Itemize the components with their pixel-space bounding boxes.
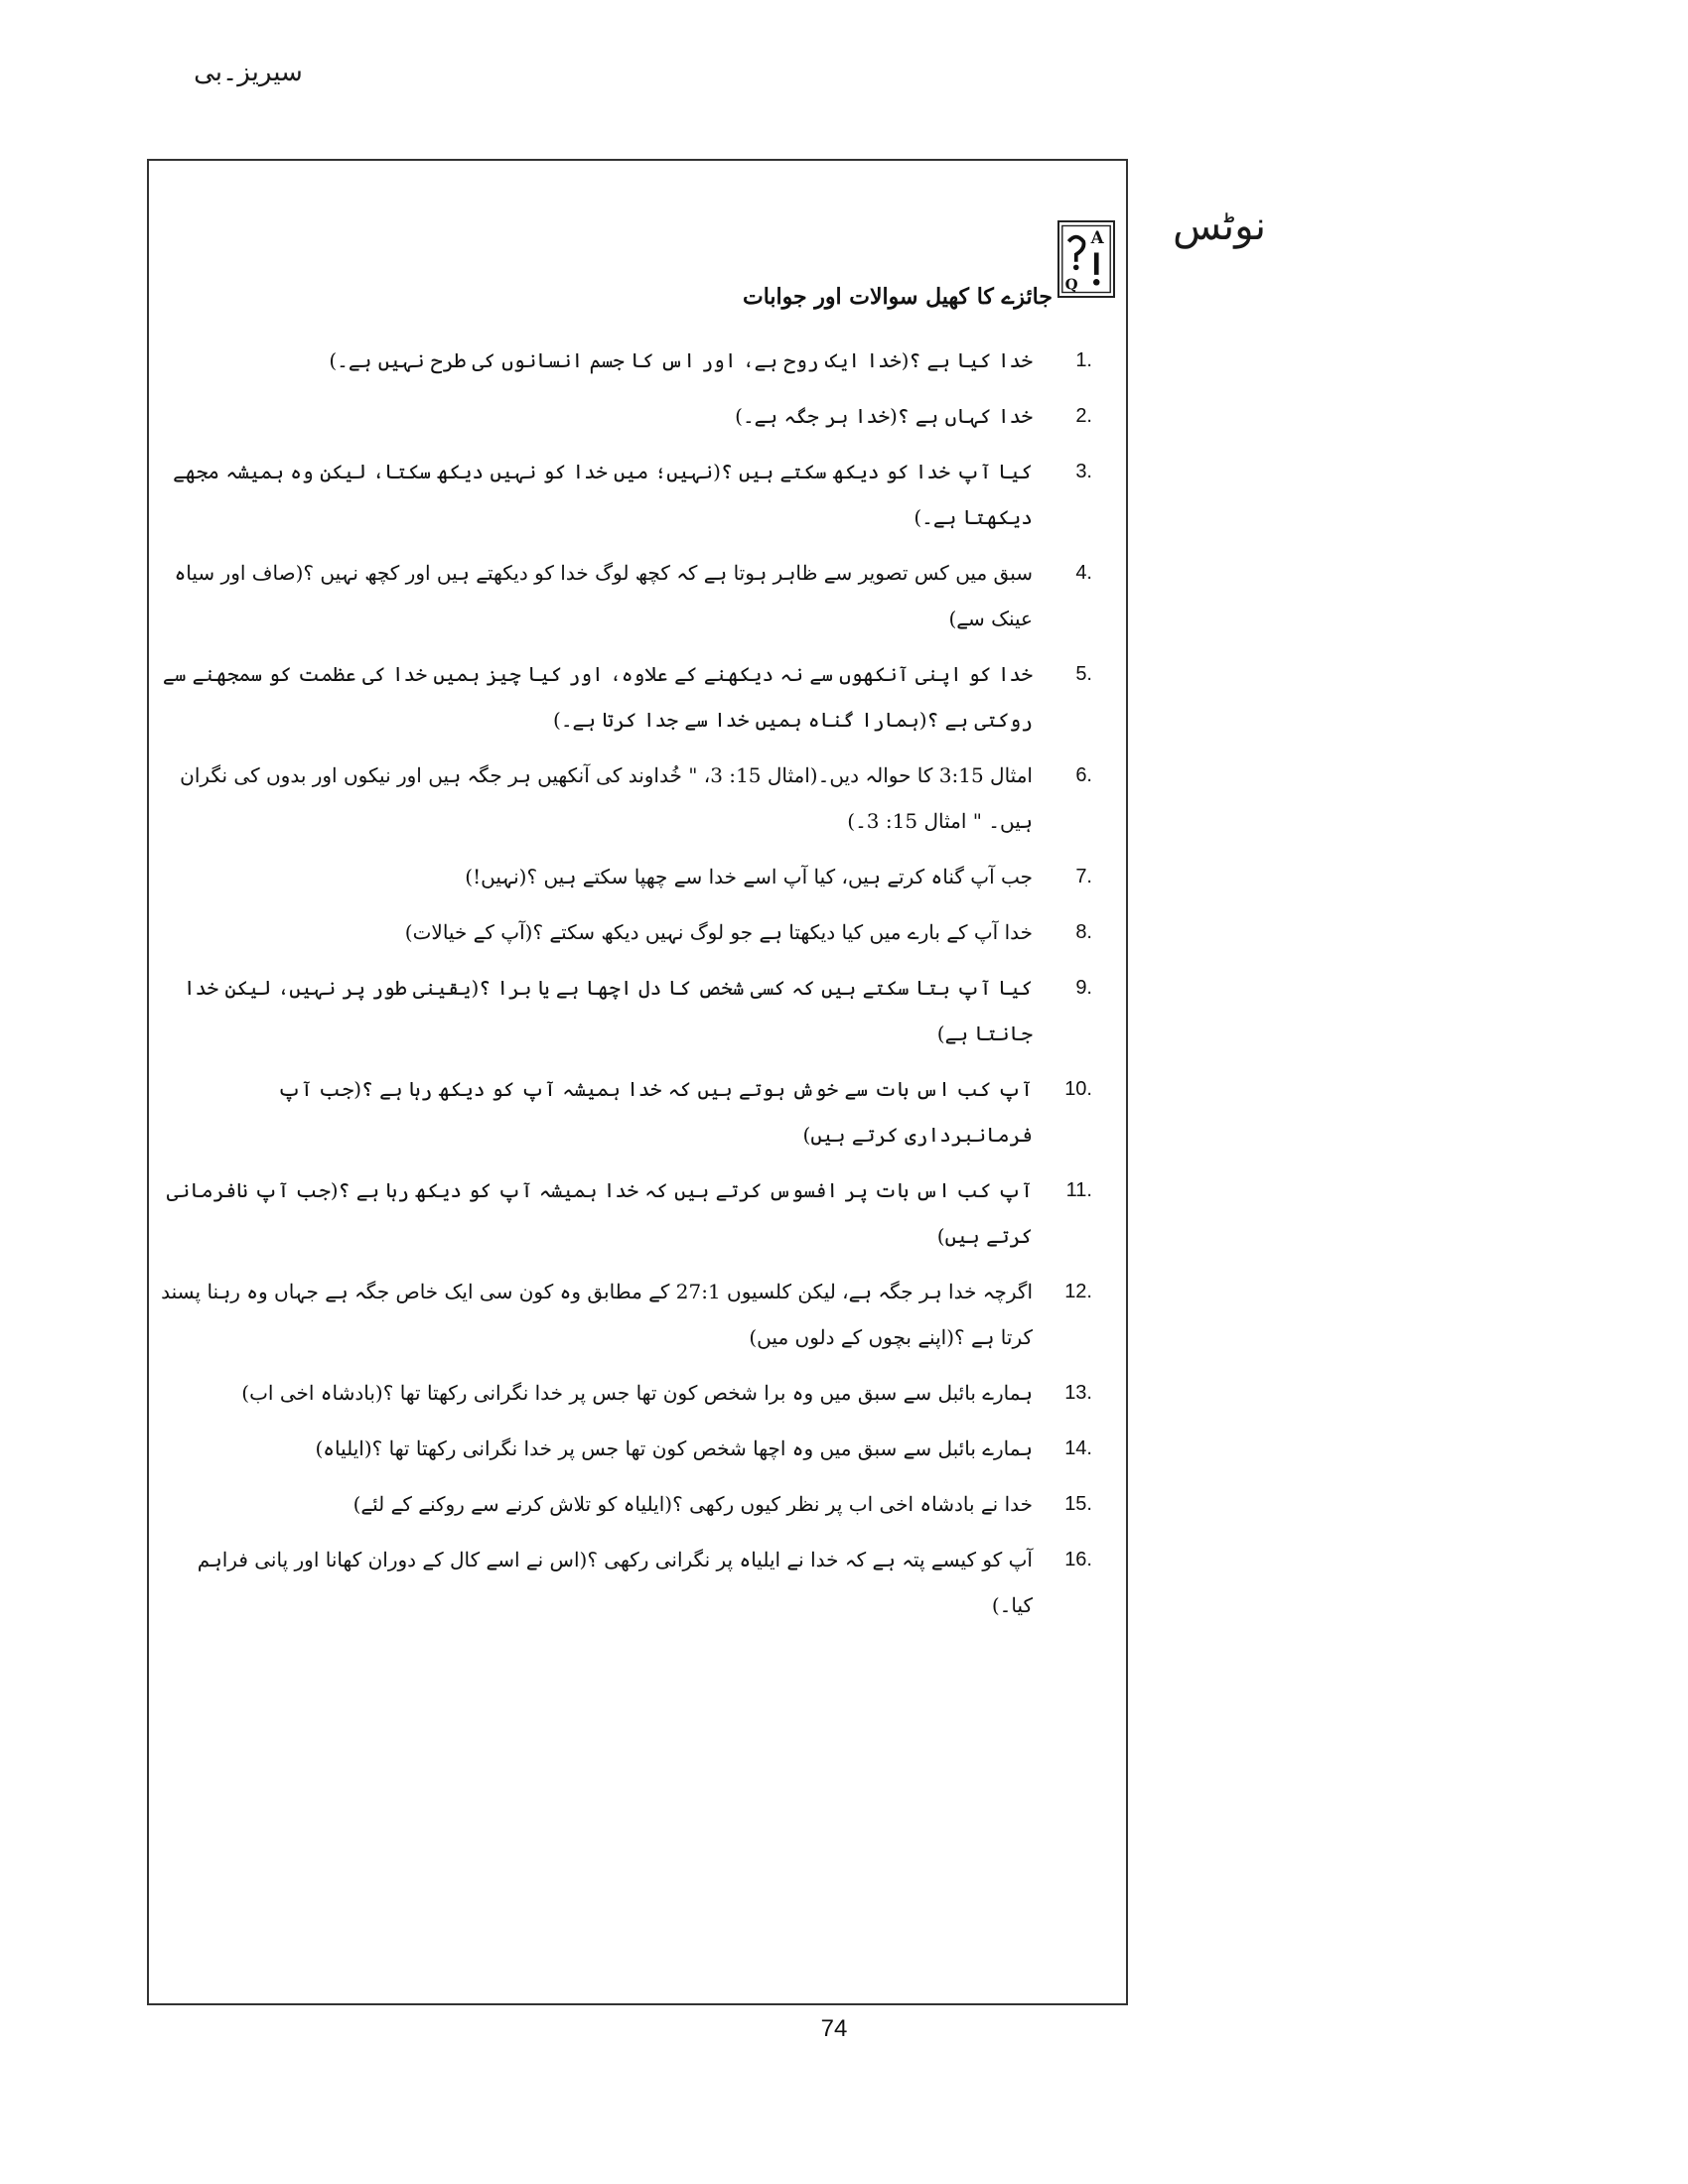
question-item: [159, 1370, 1092, 1416]
question-text: خدا آپ کے بارے میں کیا دیکھتا ہے جو لوگ نہیں دیکھ سکتے ؟(آپ کے خیالات): [404, 920, 1033, 944]
page-number: 74: [820, 2015, 848, 2042]
question-number: 9.: [1075, 977, 1092, 999]
question-item: [159, 1537, 1092, 1628]
question-number: 1.: [1075, 349, 1092, 371]
question-item: [159, 393, 1092, 439]
question-number: 15.: [1064, 1493, 1092, 1515]
question-number: 12.: [1064, 1281, 1092, 1302]
question-item: [159, 1426, 1092, 1471]
question-item: [159, 1167, 1092, 1259]
qa-icon-letter-a: A: [1090, 227, 1104, 248]
qa-icon-letter-q: Q: [1064, 275, 1078, 294]
question-item: [159, 1481, 1092, 1527]
question-item: [159, 909, 1092, 955]
question-number: 14.: [1064, 1437, 1092, 1459]
question-text: اگرچہ خدا ہر جگہ ہے، لیکن کلسیوں 27:1 کے مطابق وہ کون سی ایک خاص جگہ ہے جہاں وہ رہنا پسند کرتا ہے ؟(اپنے بچوں کے دلوں میں): [161, 1280, 1033, 1349]
section-title: جائزے کا کھیل سوالات اور جوابات: [743, 284, 1053, 310]
question-text: خدا کہاں ہے ؟(خدا ہر جگہ ہے۔): [735, 404, 1033, 428]
qa-icon: [1057, 220, 1115, 298]
question-number: 11.: [1065, 1179, 1092, 1201]
question-text: کیا آپ خدا کو دیکھ سکتے ہیں ؟(نہیں؛ میں خدا کو نہیں دیکھ سکتا، لیکن وہ ہمیشہ مجھے دیکھتا ہے۔): [173, 460, 1033, 529]
question-text: آپ کب اس بات پر افسوس کرتے ہیں کہ خدا ہمیشہ آپ کو دیکھ رہا ہے ؟(جب آپ نافرمانی کرتے ہیں): [166, 1178, 1033, 1248]
question-text: خدا نے بادشاہ اخی اب پر نظر کیوں رکھی ؟(ایلیاہ کو تلاش کرنے سے روکنے کے لئے): [352, 1492, 1033, 1516]
question-number: 13.: [1064, 1382, 1092, 1404]
question-number: 7.: [1075, 866, 1092, 887]
question-item: [159, 651, 1092, 743]
question-item: [159, 752, 1092, 844]
question-item: [159, 449, 1092, 540]
question-text: خدا کو اپنی آنکھوں سے نہ دیکھنے کے علاوہ، اور کیا چیز ہمیں خدا کی عظمت کو سمجھنے سے روکتی ہے ؟(ہمارا گناہ ہمیں خدا سے جدا کرتا ہے۔): [162, 662, 1033, 732]
question-text: جب آپ گناہ کرتے ہیں، کیا آپ اسے خدا سے چھپا سکتے ہیں ؟(نہیں!): [465, 865, 1033, 888]
question-item: [159, 965, 1092, 1056]
question-text: آپ کو کیسے پتہ ہے کہ خدا نے ایلیاہ پر نگرانی رکھی ؟(اس نے اسے کال کے دوران کھانا اور پانی فراہم کیا۔): [197, 1548, 1033, 1617]
series-label: سیریز۔بی: [194, 58, 303, 87]
question-number: 3.: [1075, 461, 1092, 482]
question-text: ہمارے بائبل سے سبق میں وہ اچھا شخص کون تھا جس پر خدا نگرانی رکھتا تھا ؟(ایلیاہ): [315, 1436, 1033, 1460]
question-number: 4.: [1075, 562, 1092, 584]
question-number: 2.: [1075, 405, 1092, 427]
question-text: امثال 3:15 کا حوالہ دیں۔(امثال 15: 3، " خُداوند کی آنکھیں ہر جگہ ہیں اور نیکوں اور بدوں کی نگران ہیں۔ " امثال 15: 3۔): [180, 763, 1033, 833]
question-item: [159, 338, 1092, 383]
question-item: [159, 1066, 1092, 1158]
question-number: 5.: [1075, 663, 1092, 685]
question-item: [159, 854, 1092, 899]
question-number: 8.: [1075, 921, 1092, 943]
question-number: 10.: [1064, 1078, 1092, 1100]
questions-list: [159, 338, 1092, 1638]
question-number: 16.: [1064, 1549, 1092, 1570]
question-text: کیا آپ بتا سکتے ہیں کہ کسی شخص کا دل اچھا ہے یا برا ؟(یقینی طور پر نہیں، لیکن خدا جانتا ہے): [183, 976, 1033, 1045]
question-item: [159, 550, 1092, 641]
question-number: 6.: [1075, 764, 1092, 786]
notes-label: نوٹس: [1173, 204, 1266, 249]
question-item: [159, 1269, 1092, 1360]
question-text: سبق میں کس تصویر سے ظاہر ہوتا ہے کہ کچھ لوگ خدا کو دیکھتے ہیں اور کچھ نہیں ؟(صاف اور سیاہ عینک سے): [174, 561, 1033, 630]
question-text: ہمارے بائبل سے سبق میں وہ برا شخص کون تھا جس پر خدا نگرانی رکھتا تھا ؟(بادشاہ اخی اب): [241, 1381, 1033, 1405]
question-text: خدا کیا ہے ؟(خدا ایک روح ہے، اور اس کا جسم انسانوں کی طرح نہیں ہے۔): [329, 348, 1033, 372]
question-text: آپ کب اس بات سے خوش ہوتے ہیں کہ خدا ہمیشہ آپ کو دیکھ رہا ہے ؟(جب آپ فرمانبرداری کرتے ہیں): [277, 1077, 1033, 1147]
